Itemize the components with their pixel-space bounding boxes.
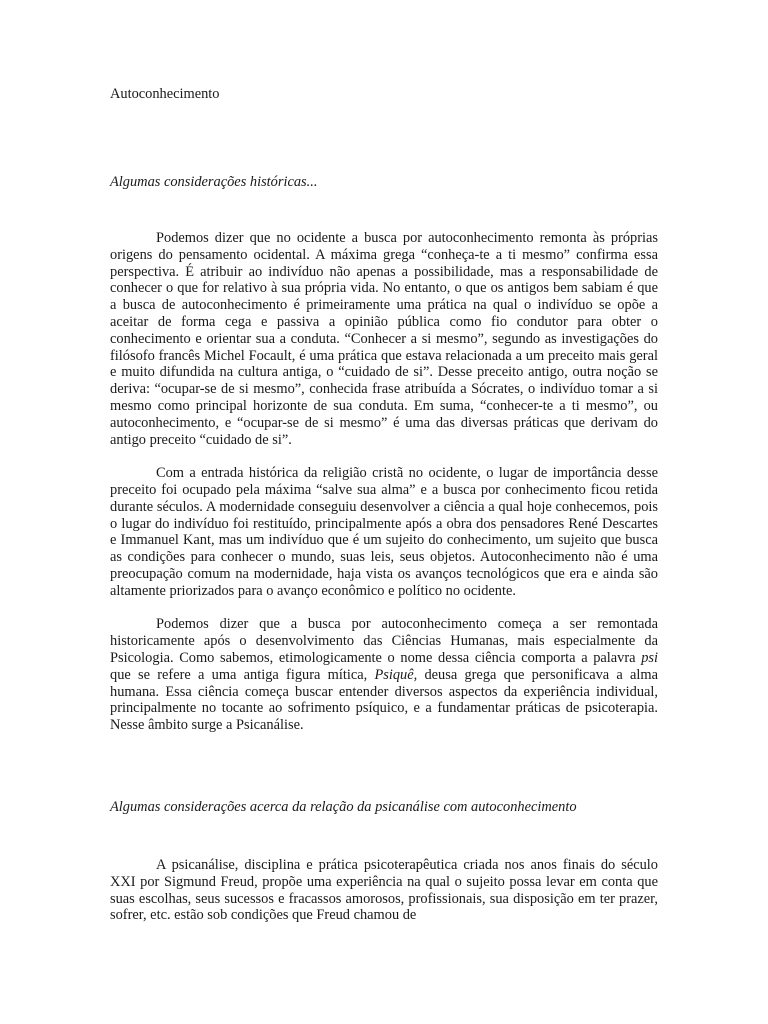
section-heading-psychoanalysis: Algumas considerações acerca da relação da psicanálise com autoconhecimento — [110, 799, 577, 815]
section-body-psychoanalysis — [110, 857, 658, 941]
section-heading-historical: Algumas considerações históricas... — [110, 174, 318, 190]
paragraph: Podemos dizer que no ocidente a busca por autoconhecimento remonta às próprias origens do pensamento ocidental. A máxima grega “conheça-te a ti mesmo” confirma essa perspectiva. É atribuir ao indivíduo não apenas a possibilidade, mas a responsabilidade de conhecer o que for relativo à sua própria vida. No entanto, o que os antigos bem sabiam é que a busca de autoconhecimento é primeiramente uma prática na qual o indivíduo se opõe a aceitar de forma cega e passiva a opinião pública como fio condutor para obter o conhecimento e orientar sua a conduta. “Conhecer a si mesmo”, segundo as investigações do filósofo francês Michel Focault, é uma prática que estava relacionada a um preceito mais geral e muito difundida na cultura antiga, o “cuidado de si”. Desse preceito antigo, outra noção se deriva: “ocupar-se de si mesmo”, conhecida frase atribuída a Sócrates, o indivíduo tomar a si mesmo como principal horizonte de sua conduta. Em suma, “conhecer-te a ti mesmo”, ou autoconhecimento, e “ocupar-se de si mesmo” é uma das diversas práticas que derivam do antigo preceito “cuidado de si”. — [110, 230, 658, 448]
paragraph: A psicanálise, disciplina e prática psicoterapêutica criada nos anos finais do século XXI por Sigmund Freud, propõe uma experiência na qual o sujeito possa levar em conta que suas escolhas, seus sucessos e fracassos amorosos, profissionais, sua disposição em ter prazer, sofrer, etc. estão sob condições que Freud chamou de — [110, 857, 658, 924]
italic-term-psique: Psiquê, — [374, 666, 418, 683]
paragraph-text: que se refere a uma antiga figura mítica, — [110, 666, 375, 683]
paragraph: Com a entrada histórica da religião cristã no ocidente, o lugar de importância desse preceito foi ocupado pela máxima “salve sua alma” e a busca por conhecimento ficou retida durante séculos. A modernidade conseguiu desenvolver a ciência a qual hoje conhecemos, pois o lugar do indivíduo foi restituído, principalmente após a obra dos pensadores René Descartes e Immanuel Kant, mas um indivíduo que é um sujeito do conhecimento, um sujeito que busca as condições para conhecer o mundo, suas leis, seus objetos. Autoconhecimento não é uma preocupação comum na modernidade, haja vista os avanços tecnológicos que era e ainda são altamente priorizados para o avanço econômico e político no ocidente. — [110, 465, 658, 599]
italic-term-psi: psi — [641, 649, 658, 666]
section-body-historical — [110, 230, 658, 751]
paragraph — [110, 616, 658, 734]
paragraph-text: Podemos dizer que a busca por autoconhecimento começa a ser remontada historicamente após o desenvolvimento das Ciências Humanas, mais especialmente da Psicologia. Como sabemos, etimologicamente o nome dessa ciência comporta a palavra — [110, 616, 658, 666]
paragraph-text: deusa grega que personificava a alma humana. Essa ciência começa buscar entender diversos aspectos da experiência individual, principalmente no tocante ao sofrimento psíquico, e a fundamentar práticas de psicoterapia. Nesse âmbito surge a Psicanálise. — [110, 666, 658, 734]
document-title: Autoconhecimento — [110, 86, 220, 102]
